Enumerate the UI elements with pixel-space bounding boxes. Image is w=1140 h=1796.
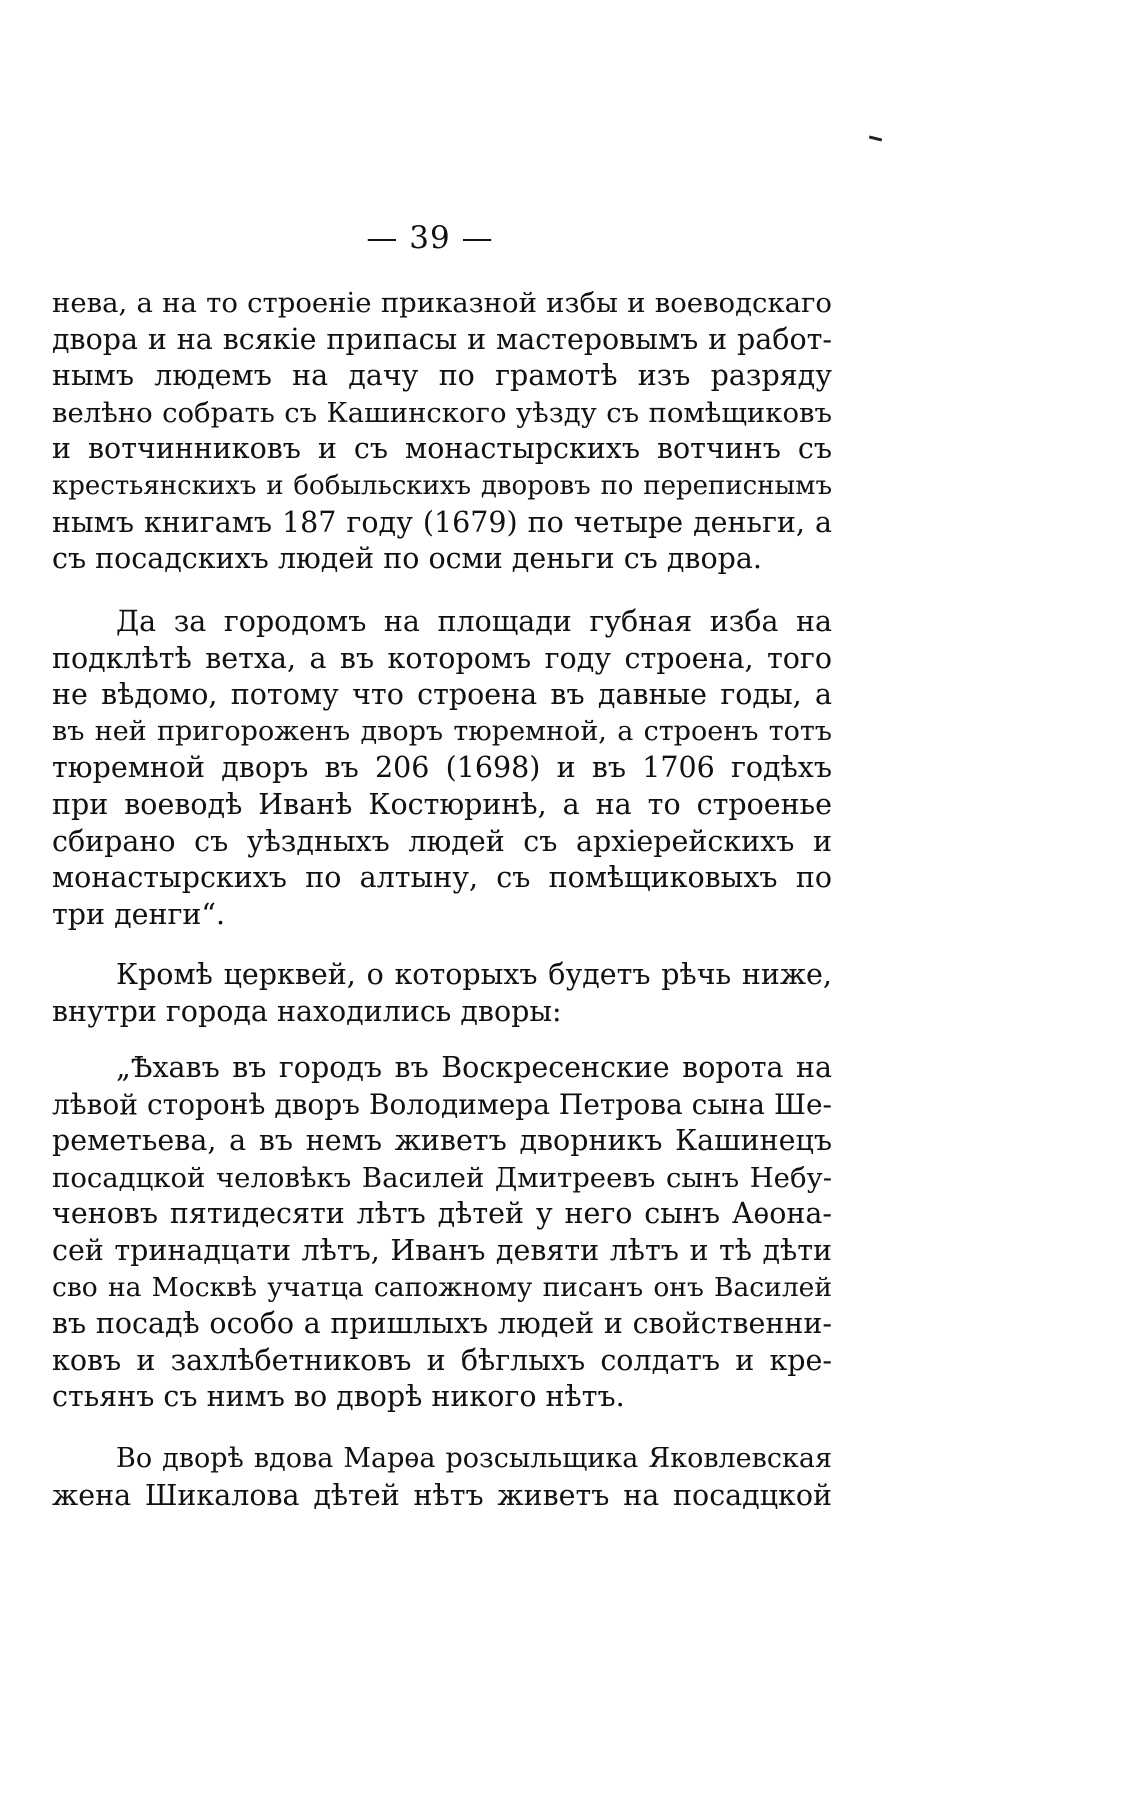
text-line: тюремной дворъ въ 206 (1698) и въ 1706 годѣхъ xyxy=(52,751,832,785)
text-line: нева, а на то строеніе приказной избы и воеводскаго xyxy=(52,287,832,319)
text-line: три денги“. xyxy=(52,897,226,931)
text-line: крестьянскихъ и бобыльскихъ дворовъ по переписнымъ xyxy=(52,470,832,501)
text-line: Кромѣ церквей, о которыхъ будетъ рѣчь ниже, xyxy=(116,958,832,991)
text-line: нымъ людемъ на дачу по грамотѣ изъ разряду xyxy=(52,359,832,393)
text-line: внутри города находились дворы: xyxy=(52,994,562,1028)
text-line: Да за городомъ на площади губная изба на xyxy=(116,605,832,638)
text-line: посадцкой человѣкъ Василей Дмитреевъ сынъ Небу- xyxy=(52,1161,832,1194)
page-number: — 39 — xyxy=(366,220,494,256)
paragraph-4-quote xyxy=(52,1050,832,1416)
text-line: „Ѣхавъ въ городъ въ Воскресенские ворота на xyxy=(116,1051,832,1084)
text-line: и вотчинниковъ и съ монастырскихъ вотчинъ съ xyxy=(52,432,832,466)
text-line: при воеводѣ Иванѣ Костюринѣ, а на то строенье xyxy=(52,787,832,821)
text-line: въ ней пригороженъ дворъ тюремной, а строенъ тотъ xyxy=(52,715,832,747)
text-line: не вѣдомо, потому что строена въ давные годы, а xyxy=(52,678,832,712)
text-line: стьянъ съ нимъ во дворѣ никого нѣтъ. xyxy=(52,1380,625,1414)
text-line: монастырскихъ по алтыну, съ помѣщиковыхъ по xyxy=(52,861,832,895)
paragraph-5 xyxy=(52,1441,832,1514)
text-line: двора и на всякіе припасы и мастеровымъ и работ- xyxy=(52,322,832,356)
text-line: велѣно собрать съ Кашинского уѣзду съ помѣщиковъ xyxy=(52,396,832,429)
text-line: ченовъ пятидесяти лѣтъ дѣтей у него сынъ Аѳона- xyxy=(52,1197,832,1231)
stray-ink-mark xyxy=(869,135,882,141)
text-line: нымъ книгамъ 187 году (1679) по четыре деньги, а xyxy=(52,505,832,539)
text-line: жена Шикалова дѣтей нѣтъ живетъ на посадцкой xyxy=(52,1478,832,1512)
paragraph-3 xyxy=(52,957,832,1030)
text-line: ковъ и захлѣбетниковъ и бѣглыхъ солдатъ и кре- xyxy=(52,1343,832,1377)
text-line: сбирано съ уѣздныхъ людей съ архіерейскихъ и xyxy=(52,824,832,858)
text-line: сво на Москвѣ учатца сапожному писанъ онъ Василей xyxy=(52,1271,832,1303)
text-line: реметьева, а въ немъ живетъ дворникъ Кашинецъ xyxy=(52,1124,832,1158)
paragraph-1 xyxy=(52,285,832,578)
text-line: лѣвой сторонѣ дворъ Володимера Петрова сына Ше- xyxy=(52,1087,832,1121)
text-line: Во дворѣ вдова Марѳа розсыльщика Яковлевская xyxy=(116,1443,832,1474)
text-line: подклѣтѣ ветха, а въ которомъ году строена, того xyxy=(52,641,832,675)
text-line: въ посадѣ особо а пришлыхъ людей и свойственни- xyxy=(52,1307,832,1341)
paragraph-2 xyxy=(52,604,832,933)
text-line: съ посадскихъ людей по осми деньги съ двора. xyxy=(52,542,762,576)
text-line: сей тринадцати лѣтъ, Иванъ девяти лѣтъ и тѣ дѣти xyxy=(52,1233,832,1267)
